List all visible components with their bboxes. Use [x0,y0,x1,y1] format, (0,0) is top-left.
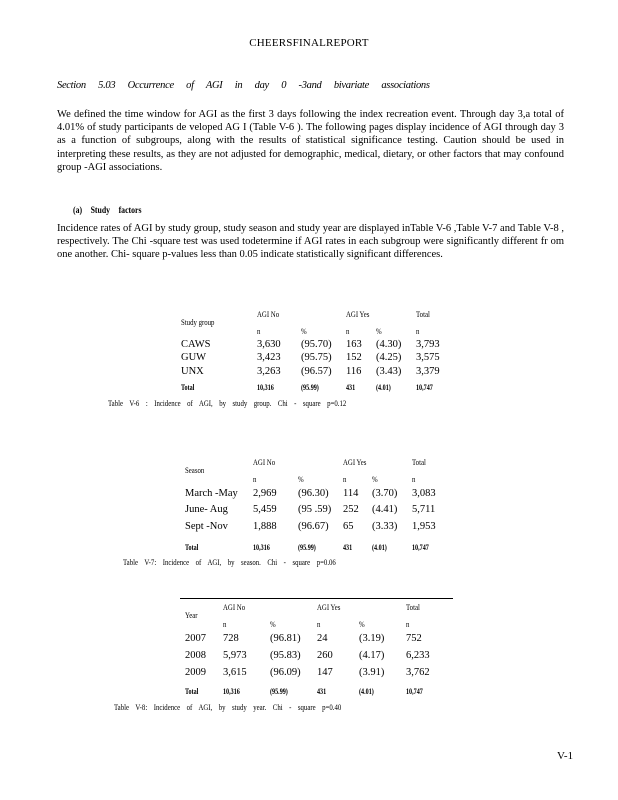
row-label: June- Aug [185,504,228,515]
total-cell: (4.01) [359,686,374,696]
row-label: CAWS [181,339,211,350]
row-label: UNX [181,366,204,377]
cell: (96.09) [270,667,301,678]
n-header: n [317,619,321,629]
agi-no-header: AGI No [253,457,276,467]
cell: 114 [343,488,359,499]
study-factors-paragraph: Incidence rates of AGI by study group, study season and study year are displayed inTable V-6 ,Table V-7 and Table V-8 , respectively. The Chi -square test was used todetermine if AGI rates in each subgroup were significantly different fr om one another. Chi- square p-values less than 0.05 indicate statistically significant differences. [57,223,564,261]
cell: 3,793 [416,339,440,350]
n-header: n [257,326,261,336]
pct-header: % [301,326,307,336]
n-header: n [346,326,350,336]
total-row-label: Total [185,686,199,696]
intro-paragraph: We defined the time window for AGI as the first 3 days following the index recreation event. Through day 3,a total of 4.01% of study participants de veloped AG I (Table V-6 ). The following pages display incidence of AGI through day 3 as a function of subgroups, along with the results of statistical significance testing. Caution should be used in interpreting these results, as they are not adjusted for demographic, medical, dietary, or other factors that may confound group -AGI associations. [57,109,564,173]
row-header: Study group [181,317,215,327]
cell: (95.70) [301,339,332,350]
table-caption: Table V-6 : Incidence of AGI, by study group. Chi - square p=0.12 [108,398,347,408]
pct-header: % [359,619,365,629]
cell: 116 [346,366,362,377]
total-header: Total [406,602,420,612]
row-label: Sept -Nov [185,521,228,532]
total-cell: (95.99) [298,542,316,552]
agi-yes-header: AGI Yes [317,602,341,612]
n-header: n [406,619,410,629]
total-cell: 431 [346,382,356,392]
total-cell: (4.01) [376,382,391,392]
cell: 2,969 [253,488,277,499]
cell: (3.19) [359,633,385,644]
row-header: Season [185,465,205,475]
total-row-label: Total [181,382,195,392]
n-header: n [343,474,347,484]
cell: (4.41) [372,504,398,515]
cell: 3,263 [257,366,281,377]
cell: (95.83) [270,650,301,661]
total-cell: 10,316 [257,382,274,392]
total-cell: (95.99) [270,686,288,696]
n-header: n [253,474,257,484]
pct-header: % [372,474,378,484]
pct-header: % [376,326,382,336]
cell: (3.33) [372,521,398,532]
total-cell: 431 [343,542,353,552]
cell: 252 [343,504,359,515]
cell: 6,233 [406,650,430,661]
total-cell: 431 [317,686,327,696]
cell: (96.81) [270,633,301,644]
cell: 3,379 [416,366,440,377]
cell: 5,711 [412,504,436,515]
total-cell: 10,747 [416,382,433,392]
cell: (95.75) [301,352,332,363]
cell: (96.67) [298,521,329,532]
page-number: V-1 [557,750,574,762]
cell: (96.30) [298,488,329,499]
cell: 163 [346,339,362,350]
table-caption: Table V-7: Incidence of AGI, by season. Chi - square p=0.06 [123,557,336,567]
cell: 752 [406,633,422,644]
total-cell: 10,316 [223,686,240,696]
cell: (4.30) [376,339,402,350]
n-header: n [412,474,416,484]
cell: 3,423 [257,352,281,363]
pct-header: % [298,474,304,484]
cell: 24 [317,633,328,644]
total-header: Total [412,457,426,467]
report-header: CHEERSFINALREPORT [249,37,369,49]
row-header: Year [185,610,198,620]
cell: 3,630 [257,339,281,350]
cell: 3,083 [412,488,436,499]
cell: 1,888 [253,521,277,532]
n-header: n [416,326,420,336]
pct-header: % [270,619,276,629]
n-header: n [223,619,227,629]
total-cell: 10,316 [253,542,270,552]
cell: (3.91) [359,667,385,678]
cell: (4.25) [376,352,402,363]
agi-no-header: AGI No [223,602,246,612]
cell: 5,973 [223,650,247,661]
cell: 728 [223,633,239,644]
cell: (3.43) [376,366,402,377]
cell: 3,762 [406,667,430,678]
table-caption: Table V-8: Incidence of AGI, by study year. Chi - square p=0.40 [114,702,342,712]
agi-no-header: AGI No [257,309,280,319]
cell: 5,459 [253,504,277,515]
cell: 260 [317,650,333,661]
total-row-label: Total [185,542,199,552]
total-header: Total [416,309,430,319]
table-top-rule [180,598,453,599]
row-label: March -May [185,488,238,499]
cell: 3,615 [223,667,247,678]
cell: 1,953 [412,521,436,532]
agi-yes-header: AGI Yes [343,457,367,467]
subsection-heading: (a) Study factors [73,206,142,216]
agi-yes-header: AGI Yes [346,309,370,319]
row-label: 2008 [185,650,206,661]
total-cell: 10,747 [406,686,423,696]
cell: 3,575 [416,352,440,363]
cell: 152 [346,352,362,363]
row-label: GUW [181,352,207,363]
cell: (96.57) [301,366,332,377]
row-label: 2007 [185,633,206,644]
cell: (4.17) [359,650,385,661]
cell: (95 .59) [298,504,332,515]
cell: 65 [343,521,354,532]
cell: (3.70) [372,488,398,499]
total-cell: 10,747 [412,542,429,552]
section-title: Section 5.03 Occurrence of AGI in day 0 -3and bivariate associations [57,80,430,91]
cell: 147 [317,667,333,678]
total-cell: (95.99) [301,382,319,392]
row-label: 2009 [185,667,206,678]
total-cell: (4.01) [372,542,387,552]
